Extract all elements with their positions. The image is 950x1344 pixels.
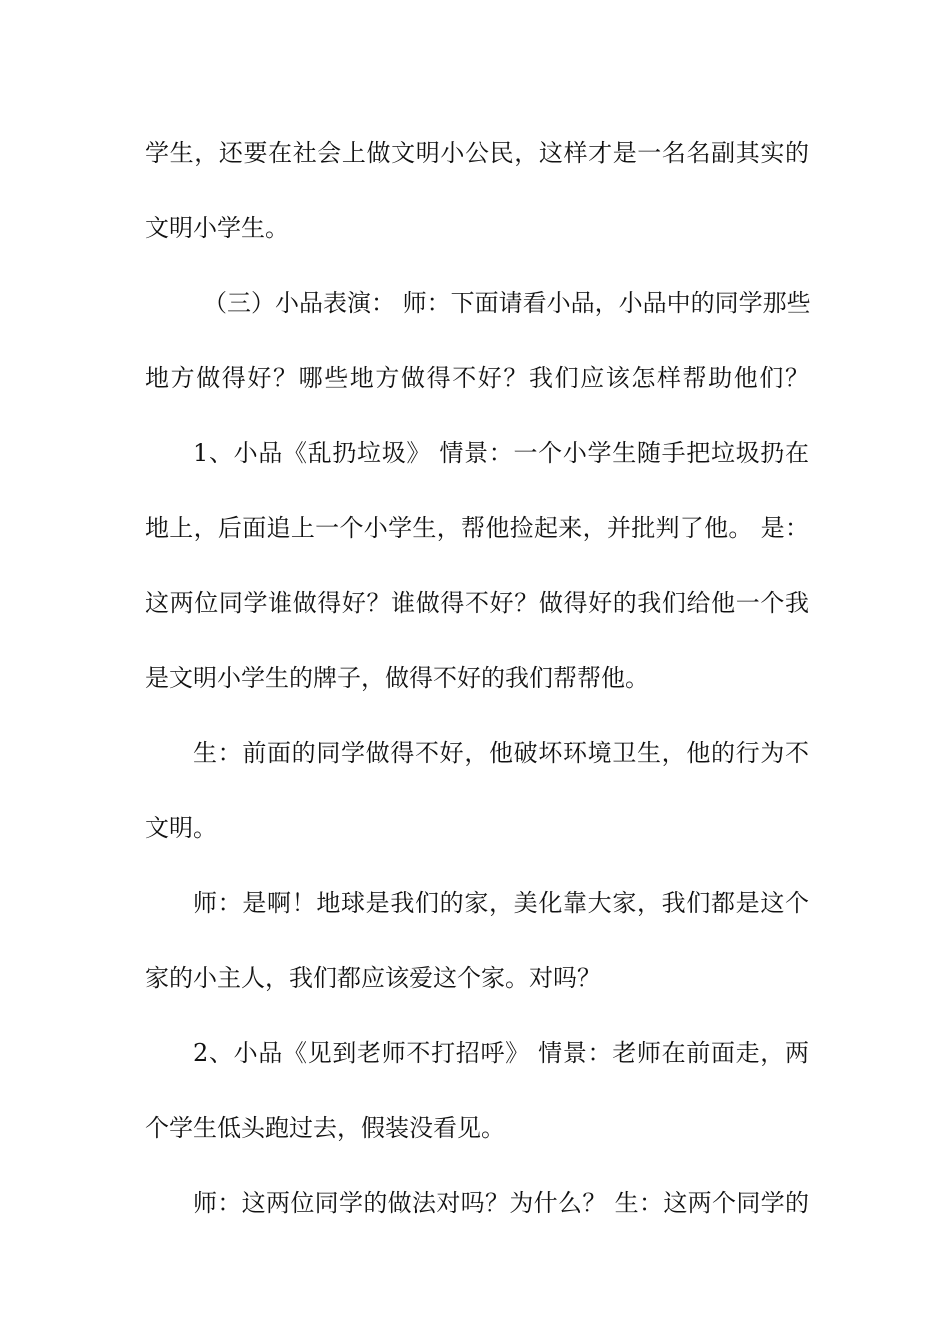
- text-line: 2、小品《见到老师不打招呼》 情景：老师在前面走，两: [193, 1039, 809, 1067]
- text-line: 是文明小学生的牌子，做得不好的我们帮帮他。: [145, 664, 649, 692]
- text-line: 地方做得好？哪些地方做得不好？我们应该怎样帮助他们？: [145, 364, 809, 392]
- text-line: 文明小学生。: [145, 214, 289, 242]
- text-line: 师：这两位同学的做法对吗？为什么？ 生：这两个同学的: [193, 1189, 809, 1217]
- document-body: [145, 131, 809, 1256]
- text-line: 师：是啊！地球是我们的家，美化靠大家，我们都是这个: [193, 889, 809, 917]
- text-line: 文明。: [145, 814, 217, 842]
- text-line: 个学生低头跑过去，假装没看见。: [145, 1114, 505, 1142]
- text-line: 生：前面的同学做得不好，他破坏环境卫生，他的行为不: [193, 739, 809, 767]
- text-line: 地上，后面追上一个小学生，帮他捡起来，并批判了他。 是：: [145, 514, 809, 542]
- text-line: 这两位同学谁做得好？谁做得不好？做得好的我们给他一个我: [145, 589, 809, 617]
- text-line: 学生，还要在社会上做文明小公民，这样才是一名名副其实的: [145, 139, 809, 167]
- text-line: 1、小品《乱扔垃圾》 情景：一个小学生随手把垃圾扔在: [193, 439, 809, 467]
- section-heading-line: （三）小品表演： 师：下面请看小品，小品中的同学那些: [203, 289, 811, 317]
- text-line: 家的小主人，我们都应该爱这个家。对吗？: [145, 964, 601, 992]
